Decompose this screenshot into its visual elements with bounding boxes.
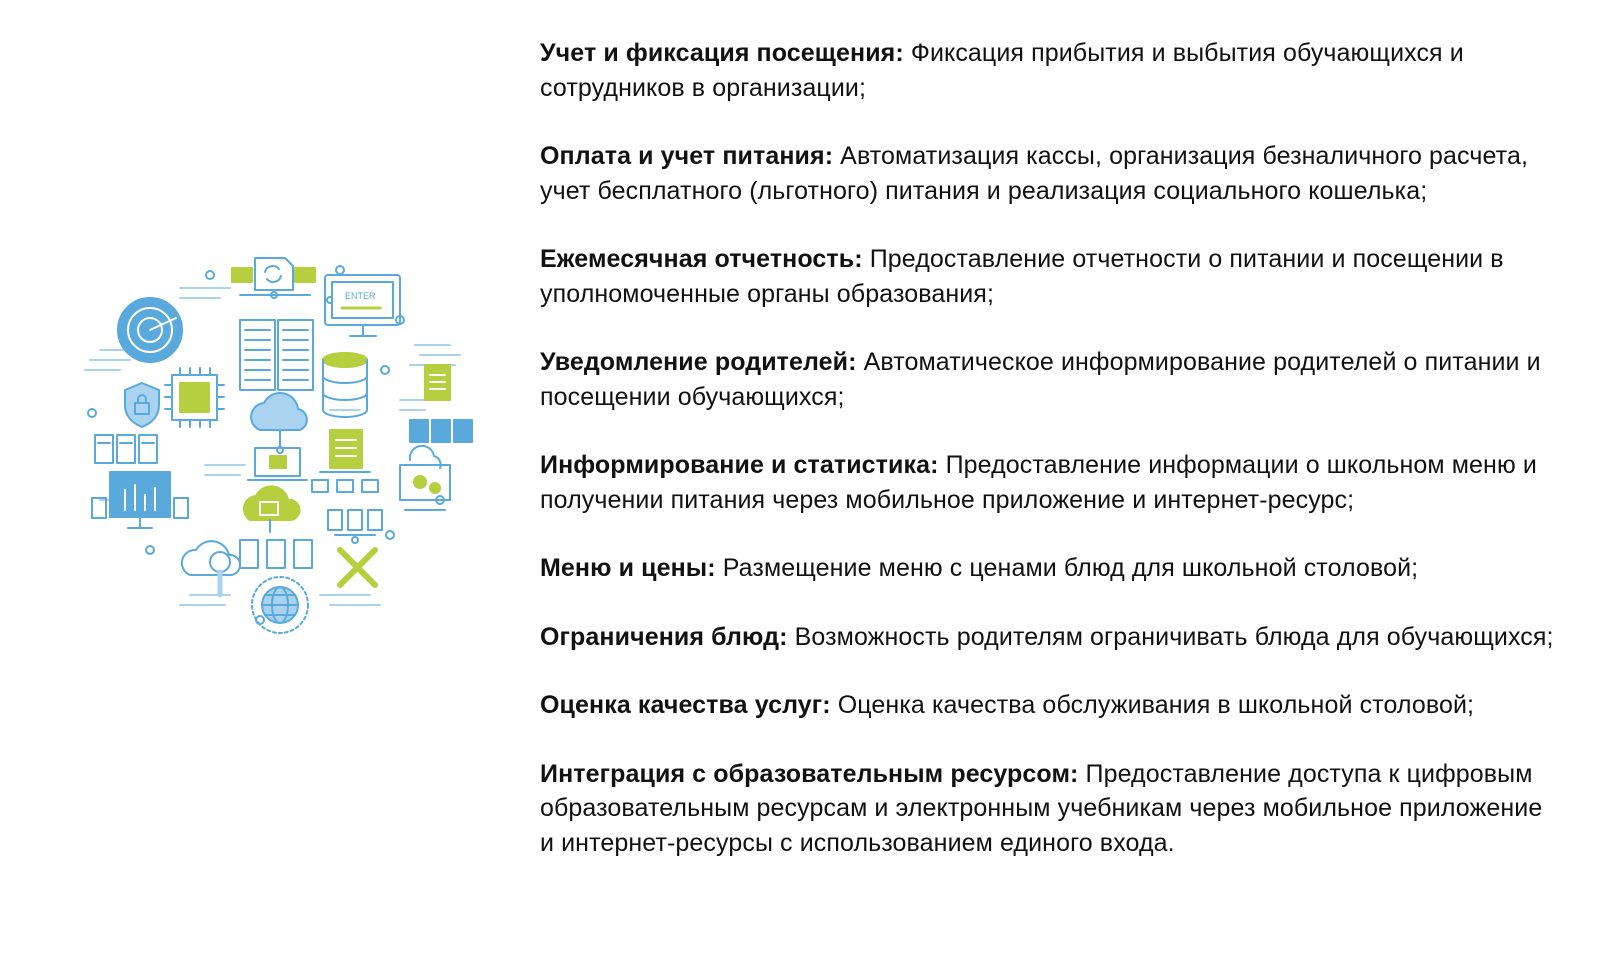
feature-title: Интеграция с образовательным ресурсом:: [540, 759, 1079, 788]
feature-title: Уведомление родителей:: [540, 348, 857, 376]
enter-label: ENTER: [345, 291, 376, 301]
desktop-monitor-icon: [92, 472, 188, 528]
feature-monthly-reporting: [540, 242, 1560, 311]
feature-title: Ежемесячная отчетность:: [540, 245, 863, 273]
feature-description: Размещение меню с ценами блюд для школьной столовой;: [715, 554, 1419, 582]
feature-description: Автоматизация кассы, организация безналичного расчета, учет бесплатного (льготного) питания и реализация социального кошелька;: [540, 142, 1528, 205]
feature-title: Информирование и статистика:: [540, 451, 939, 479]
technology-illustration: [80, 250, 480, 650]
feature-description: Предоставление информации о школьном меню и получении питания через мобильное приложение и интернет-ресурс;: [540, 451, 1537, 514]
feature-menu-prices: [540, 551, 1560, 586]
feature-parent-notification: [540, 345, 1560, 414]
feature-title: Учет и фиксация посещения:: [540, 39, 904, 67]
feature-educational-integration: [540, 757, 1560, 861]
cloud-folder-icon: [244, 486, 300, 532]
feature-description: Предоставление отчетности о питании и посещении в уполномоченные органы образования;: [540, 245, 1504, 308]
laptop-gears-icon: [400, 446, 450, 510]
database-icon: [323, 353, 367, 417]
feature-title: Оплата и учет питания:: [540, 142, 834, 170]
disk-drives-icon: [410, 420, 472, 442]
feature-description: Автоматическое информирование родителей о питании и посещении обучающихся;: [540, 348, 1541, 411]
monitor-enter-icon: [325, 275, 400, 336]
feature-title: Оценка качества услуг:: [540, 691, 831, 719]
feature-description: Фиксация прибытия и выбытия обучающихся и сотрудников в организации;: [540, 39, 1464, 102]
shield-lock-icon: [125, 383, 159, 427]
technology-circle-graphic: [80, 250, 480, 650]
feature-meal-payment: [540, 139, 1560, 208]
folder-sync-icon: [232, 258, 315, 298]
feature-description: Предоставление доступа к цифровым образовательным ресурсам и электронным учебникам через мобильное приложение и интернет-ресурсы с использованием единого входа.: [540, 759, 1543, 857]
feature-attendance: [540, 36, 1560, 105]
search-cloud-icon: [182, 541, 240, 595]
feature-title: Ограничения блюд:: [540, 622, 788, 651]
network-folders-icon: [312, 472, 378, 492]
radar-icon: [118, 298, 182, 362]
feature-information-statistics: [540, 448, 1560, 517]
server-stack-icon: [95, 435, 157, 463]
feature-dish-restrictions: [540, 620, 1560, 655]
feature-title: Меню и цены:: [540, 554, 716, 582]
cpu-chip-icon: [165, 368, 224, 427]
globe-icon: [252, 577, 308, 633]
wrench-screwdriver-icon: [340, 550, 375, 585]
document-icon: [330, 430, 362, 468]
feature-description: Оценка качества обслуживания в школьной столовой;: [830, 691, 1475, 719]
server-rack-icon: [240, 320, 313, 390]
cloud-icon: [251, 393, 307, 453]
feature-service-quality: [540, 688, 1560, 723]
feature-description: Возможность родителям ограничивать блюда для обучающихся;: [787, 622, 1554, 651]
feature-list: [540, 36, 1560, 894]
report-icon: [425, 365, 450, 400]
